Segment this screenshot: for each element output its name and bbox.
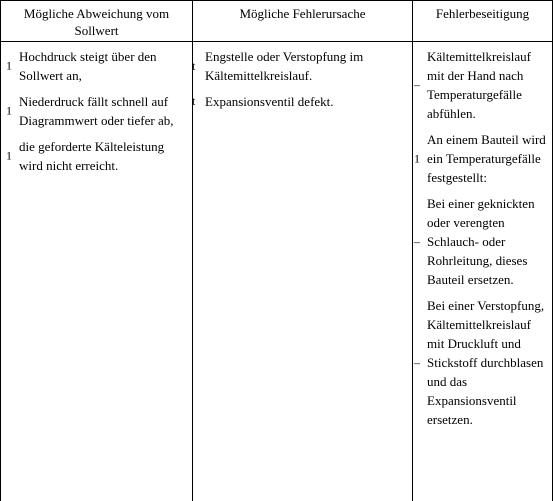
list-item: – Kältemittelkreislauf mit der Hand nach Temperaturgefälle abfühlen. <box>414 49 531 121</box>
list-item: 1 Niederdruck fällt schnell auf Diagrammwert oder tiefer ab, <box>6 94 174 128</box>
list-marker: 1 <box>414 151 420 165</box>
list-marker: – <box>414 355 420 369</box>
list-marker: – <box>414 77 420 92</box>
deviation-column <box>6 47 186 182</box>
list-marker: 1 <box>6 58 12 73</box>
list-marker: 1 <box>6 103 12 118</box>
header-remedy: Fehlerbeseitigung <box>435 6 530 21</box>
remedy-column <box>414 47 548 436</box>
list-item: – Bei einer geknickten oder verengten Schlauch- oder Rohrleitung, dieses Bauteil ersetzen. <box>414 196 535 287</box>
list-item: 1 An einem Bauteil wird ein Temperaturgefälle festgestellt: <box>414 132 546 185</box>
header-cause: Mögliche Fehlerursache <box>239 6 366 21</box>
column-divider-2 <box>412 0 413 501</box>
list-marker: – <box>414 234 420 248</box>
table-border-left <box>0 0 1 501</box>
list-marker: t <box>192 94 196 108</box>
list-marker: 1 <box>6 148 12 163</box>
list-marker: t <box>192 59 196 73</box>
list-item: – Bei einer Verstopfung, Kältemittelkreislauf mit Druckluft und Stickstoff durchblasen und das Expansionsventil ersetzen. <box>414 298 545 427</box>
header-deviation: Mögliche Abweichung vom Sollwert <box>23 6 170 38</box>
cause-column <box>192 47 406 118</box>
list-item: t Engstelle oder Verstopfung im Kältemittelkreislauf. <box>192 49 364 83</box>
list-item: t Expansionsventil defekt. <box>192 94 334 109</box>
list-item: 1 Hochdruck steigt über den Sollwert an, <box>6 49 157 83</box>
list-item: 1 die geforderte Kälteleistung wird nicht erreicht. <box>6 139 165 173</box>
